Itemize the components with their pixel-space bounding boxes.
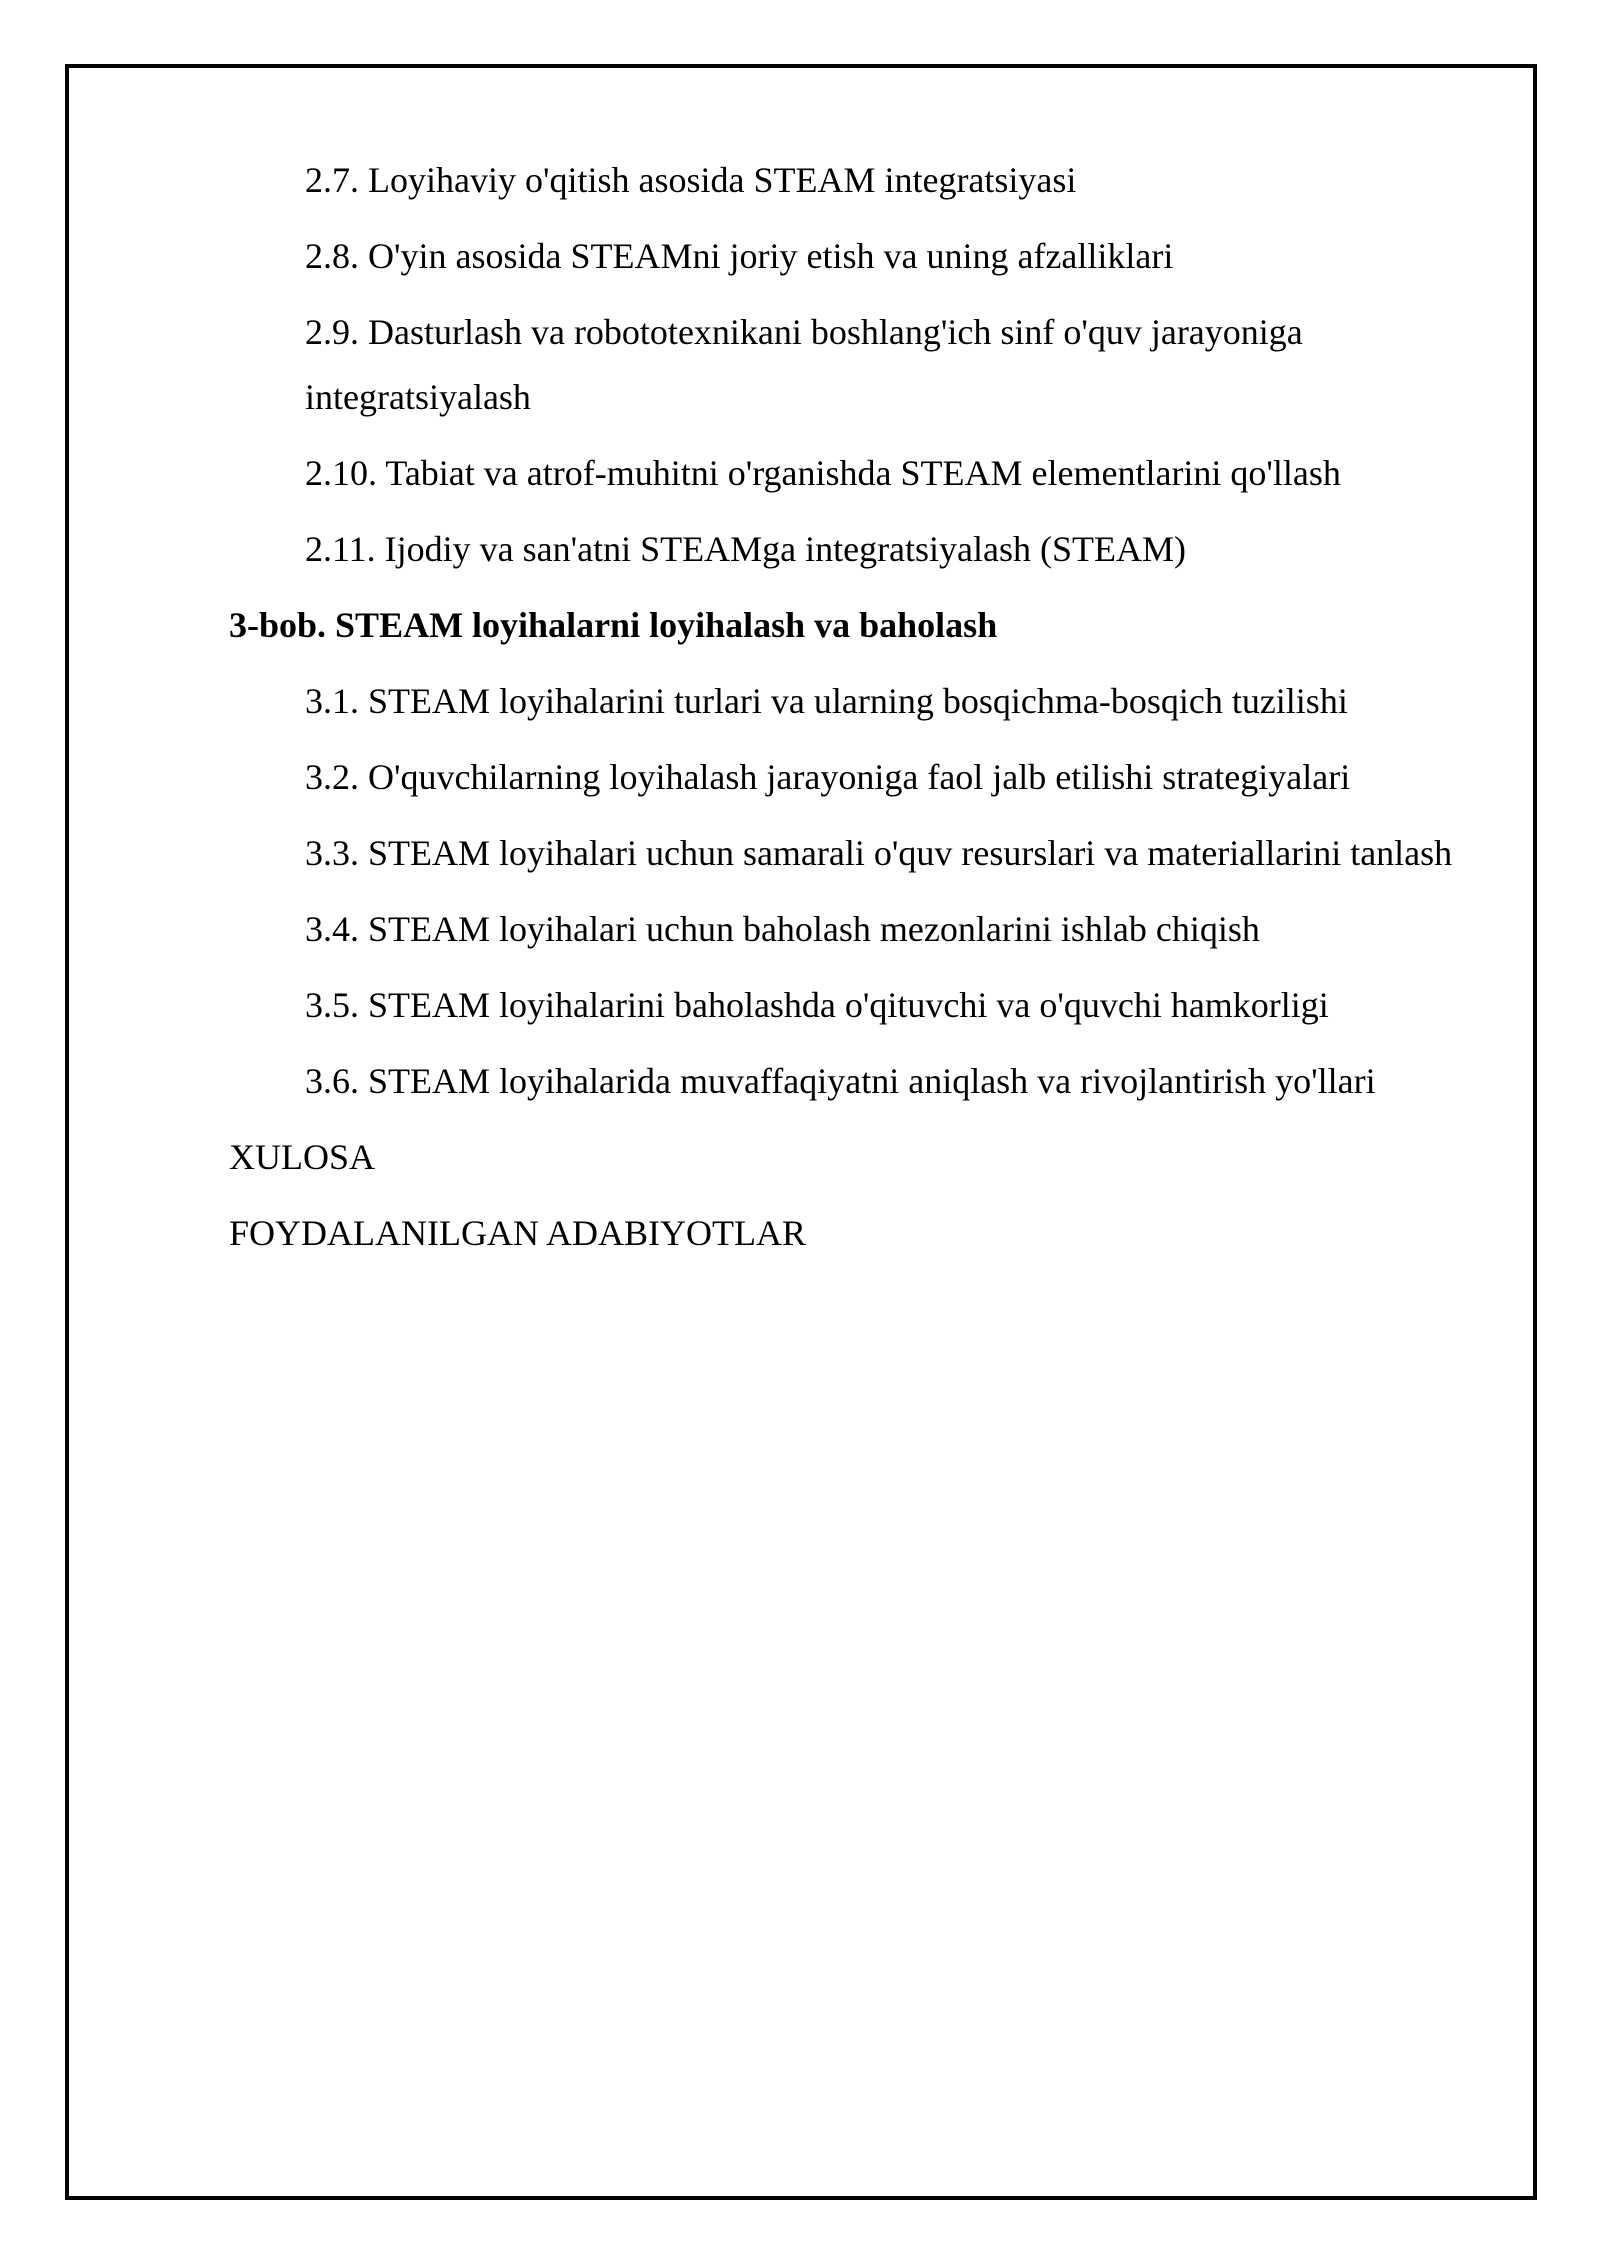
toc-item-2-10: 2.10. Tabiat va atrof-muhitni o'rganishda STEAM elementlarini qo'llash — [305, 453, 1341, 493]
toc-item-3-2: 3.2. O'quvchilarning loyihalash jarayoniga faol jalb etilishi strategiyalari — [305, 757, 1351, 797]
toc-item-3-5: 3.5. STEAM loyihalarini baholashda o'qituvchi va o'quvchi hamkorligi — [305, 985, 1329, 1025]
toc-item-3-1: 3.1. STEAM loyihalarini turlari va ularning bosqichma-bosqich tuzilishi — [305, 681, 1348, 721]
toc-item-2-8: 2.8. O'yin asosida STEAMni joriy etish va uning afzalliklari — [305, 236, 1174, 276]
toc-item-2-11: 2.11. Ijodiy va san'atni STEAMga integratsiyalash (STEAM) — [305, 529, 1186, 569]
toc-item-2-7: 2.7. Loyihaviy o'qitish asosida STEAM integratsiyasi — [305, 160, 1077, 200]
toc-references: FOYDALANILGAN ADABIYOTLAR — [229, 1213, 806, 1253]
toc-item-3-4: 3.4. STEAM loyihalari uchun baholash mezonlarini ishlab chiqish — [305, 909, 1260, 949]
table-of-contents — [229, 148, 1459, 1277]
toc-chapter-3: 3-bob. STEAM loyihalarni loyihalash va baholash — [229, 605, 998, 645]
toc-item-2-9: 2.9. Dasturlash va robototexnikani boshlang'ich sinf o'quv jarayoniga integratsiyalash — [305, 312, 1303, 417]
toc-conclusion: XULOSA — [229, 1137, 376, 1177]
toc-item-3-6: 3.6. STEAM loyihalarida muvaffaqiyatni aniqlash va rivojlantirish yo'llari — [305, 1061, 1376, 1101]
toc-item-3-3: 3.3. STEAM loyihalari uchun samarali o'quv resurslari va materiallarini tanlash — [305, 833, 1453, 873]
